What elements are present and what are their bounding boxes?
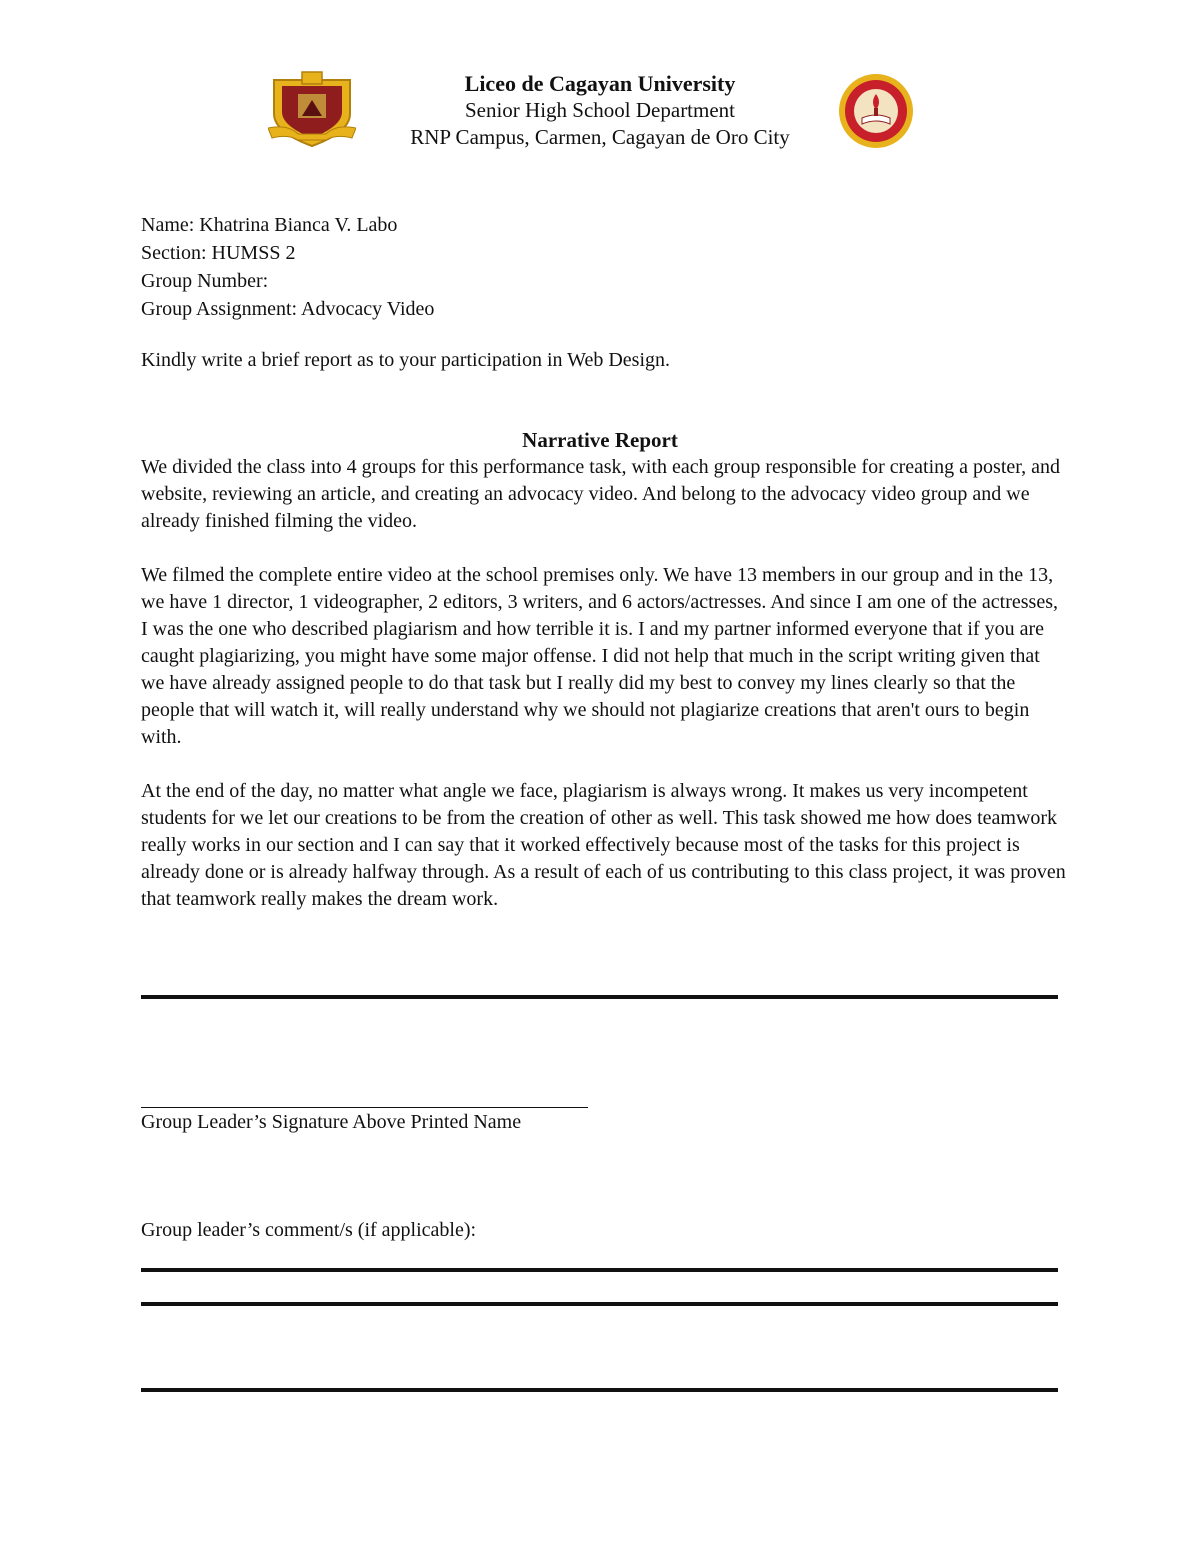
campus-address: RNP Campus, Carmen, Cagayan de Oro City [410, 125, 790, 149]
group-assignment: Group Assignment: Advocacy Video [141, 298, 435, 320]
university-name: Liceo de Cagayan University [464, 71, 736, 96]
signature-label: Group Leader’s Signature Above Printed Name [141, 1111, 522, 1133]
signature-line [141, 1107, 588, 1108]
document-header [0, 70, 1200, 151]
report-paragraph: We divided the class into 4 groups for this performance task, with each group responsible for creating a poster, and website, reviewing an article, and creating an advocacy video. And belong to the advocacy video group and we already finished filming the video. [141, 456, 1060, 532]
department-name: Senior High School Department [464, 98, 736, 122]
student-info [141, 211, 434, 323]
student-section: Section: HUMSS 2 [141, 242, 296, 264]
comment-line [141, 1268, 1058, 1272]
report-prompt: Kindly write a brief report as to your participation in Web Design. [141, 349, 670, 371]
group-number: Group Number: [141, 270, 269, 292]
student-name: Name: Khatrina Bianca V. Labo [141, 214, 398, 236]
comment-label: Group leader’s comment/s (if applicable): [141, 1219, 477, 1241]
report-paragraph: We filmed the complete entire video at the school premises only. We have 13 members in our group and in the 13, we have 1 director, 1 videographer, 2 editors, 3 writers, and 6 actors/actresses. And since I am one of the actresses, I was the one who described plagiarism and how terrible it is. I and my partner informed everyone that if you are caught plagiarizing, you might have some major offense. I did not help that much in the script writing given that we have already assigned people to do that task but I really did my best to convey my lines clearly so that the people that will watch it, will really understand why we should not plagiarize creations that aren't ours to begin with. [141, 564, 1058, 748]
report-paragraph: At the end of the day, no matter what angle we face, plagiarism is always wrong. It makes us very incompetent students for we let our creations to be from the creation of other as well. This task showed me how does teamwork really works in our section and I can say that it worked effectively because most of the tasks for this project is already done or is already halfway through. As a result of each of us contributing to this class project, it was proven that teamwork really makes the dream work. [141, 780, 1066, 910]
comment-line [141, 1302, 1058, 1306]
comment-line [141, 1388, 1058, 1392]
report-body [141, 454, 1066, 940]
report-title: Narrative Report [522, 428, 678, 452]
section-divider [141, 995, 1058, 999]
